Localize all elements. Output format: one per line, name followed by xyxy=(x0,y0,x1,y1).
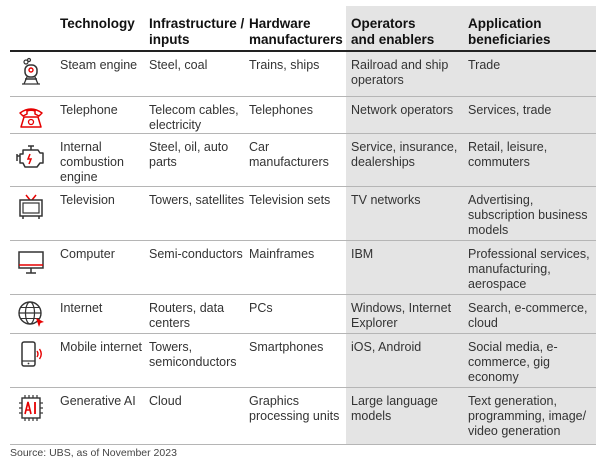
cell-operators: iOS, Android xyxy=(351,340,422,354)
header-technology: Technology xyxy=(60,16,135,31)
cell-infrastructure: Towers, satellites xyxy=(149,193,245,207)
table-row xyxy=(10,187,596,241)
cell-hardware: Graphics processing units xyxy=(249,394,340,423)
engine-icon xyxy=(16,142,46,172)
table-row xyxy=(10,241,596,295)
cell-infrastructure: Semi-conductors xyxy=(149,247,243,261)
table-row xyxy=(10,295,596,334)
steam-locomotive-icon xyxy=(16,57,46,87)
cell-infrastructure: Cloud xyxy=(149,394,182,408)
cell-hardware: Mainframes xyxy=(249,247,315,261)
computer-monitor-icon xyxy=(16,248,46,278)
cell-operators: Railroad and ship operators xyxy=(351,58,449,87)
cell-technology: Computer xyxy=(60,247,115,261)
table-row xyxy=(10,388,596,445)
header-infrastructure: Infrastructure / inputs xyxy=(149,16,245,47)
cell-beneficiaries: Advertising, subscription business models xyxy=(468,193,588,237)
cell-infrastructure: Towers, semiconductors xyxy=(149,340,237,369)
cell-beneficiaries: Professional services, manufacturing, aerospace xyxy=(468,247,590,291)
cell-technology: Internal combustion engine xyxy=(60,140,124,184)
cell-operators: Large language models xyxy=(351,394,438,423)
telephone-icon xyxy=(16,102,46,132)
table-row xyxy=(10,134,596,187)
cell-beneficiaries: Retail, leisure, commuters xyxy=(468,140,548,169)
cell-hardware: Car manufacturers xyxy=(249,140,329,169)
cell-operators: IBM xyxy=(351,247,374,261)
cell-beneficiaries: Services, trade xyxy=(468,103,552,117)
table-row xyxy=(10,97,596,134)
cell-infrastructure: Steel, coal xyxy=(149,58,208,72)
ai-chip-icon xyxy=(16,393,46,423)
cell-technology: Internet xyxy=(60,301,103,315)
table-row xyxy=(10,334,596,388)
cell-hardware: Television sets xyxy=(249,193,331,207)
header-operators: Operators and enablers xyxy=(351,16,435,47)
cell-beneficiaries: Social media, e-commerce, gig economy xyxy=(468,340,558,384)
header-hardware: Hardware manufacturers xyxy=(249,16,343,47)
source-note: Source: UBS, as of November 2023 xyxy=(10,447,177,459)
cell-technology: Steam engine xyxy=(60,58,138,72)
smartphone-icon xyxy=(16,339,46,369)
cell-operators: Network operators xyxy=(351,103,454,117)
header-beneficiaries: Application beneficiaries xyxy=(468,16,551,47)
globe-cursor-icon xyxy=(16,298,46,328)
cell-infrastructure: Routers, data centers xyxy=(149,301,225,330)
cell-infrastructure: Telecom cables, electricity xyxy=(149,103,239,132)
technology-table xyxy=(10,6,596,445)
cell-hardware: Telephones xyxy=(249,103,313,117)
table-header xyxy=(10,6,596,52)
cell-technology: Generative AI xyxy=(60,394,136,408)
cell-operators: TV networks xyxy=(351,193,421,207)
cell-technology: Television xyxy=(60,193,115,207)
cell-hardware: PCs xyxy=(249,301,273,315)
cell-hardware: Trains, ships xyxy=(249,58,320,72)
cell-technology: Mobile internet xyxy=(60,340,142,354)
cell-beneficiaries: Search, e-commerce, cloud xyxy=(468,301,588,330)
television-icon xyxy=(16,192,46,222)
table-body xyxy=(10,52,596,445)
cell-beneficiaries: Text generation, programming, image/ video generation xyxy=(468,394,587,438)
cell-infrastructure: Steel, oil, auto parts xyxy=(149,140,229,169)
cell-technology: Telephone xyxy=(60,103,118,117)
table-row xyxy=(10,52,596,97)
cell-hardware: Smartphones xyxy=(249,340,324,354)
cell-beneficiaries: Trade xyxy=(468,58,501,72)
cell-operators: Windows, Internet Explorer xyxy=(351,301,452,330)
cell-operators: Service, insurance, dealerships xyxy=(351,140,458,169)
